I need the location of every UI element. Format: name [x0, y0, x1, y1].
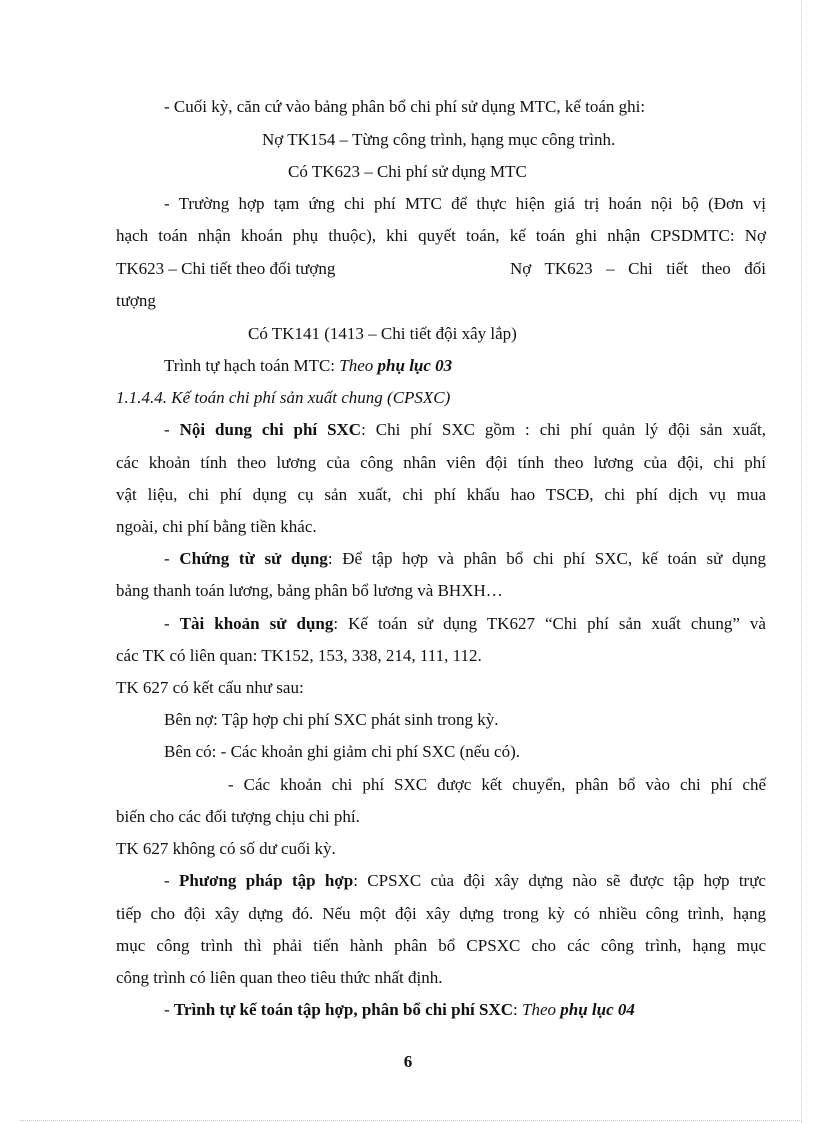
text-span: : Kế toán sử dụng TK627 “Chi phí sản xuất chung” và: [333, 614, 766, 633]
term-bold: Nội dung chi phí SXC: [179, 420, 362, 439]
appendix-ref: phụ lục 04: [560, 1000, 635, 1019]
text-span: : Chi phí SXC gồm : chi phí quản lý đội sản xuất,: [361, 420, 766, 439]
text-span: :: [513, 1000, 523, 1019]
text-line: [164, 999, 766, 1021]
text-line: hạch toán nhận khoán phụ thuộc), khi quyết toán, kế toán ghi nhận CPSDMTC: Nợ: [116, 226, 766, 245]
text-line: [164, 419, 766, 441]
term-bold: Trình tự kế toán tập hợp, phân bổ chi phí SXC: [173, 1000, 514, 1019]
text-line: - Các khoản chi phí SXC được kết chuyển, phân bổ vào chi phí chế: [228, 775, 766, 794]
text-span: -: [164, 871, 179, 890]
text-line: [164, 613, 766, 635]
text-span: -: [164, 614, 180, 633]
text-line: tiếp cho đội xây dựng đó. Nếu một đội xây dựng trong kỳ có nhiều công trình, hạng: [116, 904, 766, 923]
text-line: - Trường hợp tạm ứng chi phí MTC để thực hiện giá trị hoán nội bộ (Đơn vị: [164, 194, 766, 213]
text-line: các khoản tính theo lương của công nhân viên đội tính theo lương của đội, chi phí: [116, 453, 766, 472]
text-line: các TK có liên quan: TK152, 153, 338, 214, 111, 112.: [116, 646, 482, 665]
page-bottom-border: [20, 1120, 802, 1121]
text-line: - Cuối kỳ, căn cứ vào bảng phân bổ chi phí sử dụng MTC, kế toán ghi:: [164, 97, 646, 116]
text-line: Bên có: - Các khoản ghi giảm chi phí SXC (nếu có).: [164, 742, 520, 761]
text-line: tượng: [116, 291, 156, 310]
text-line: Bên nợ: Tập hợp chi phí SXC phát sinh trong kỳ.: [164, 710, 499, 729]
text-line: Nợ TK623 – Chi tiết theo đối: [510, 259, 766, 278]
text-span: -: [164, 1000, 174, 1019]
text-line: [164, 870, 766, 892]
term-bold: Tài khoản sử dụng: [179, 614, 334, 633]
text-line: vật liệu, chi phí dụng cụ sản xuất, chi phí khấu hao TSCĐ, chi phí dịch vụ mua: [116, 485, 766, 504]
page-number: 6: [403, 1052, 413, 1071]
text-line: Có TK141 (1413 – Chi tiết đội xây lắp): [248, 324, 517, 343]
text-line: công trình có liên quan theo tiêu thức nhất định.: [116, 968, 443, 987]
text-line: TK 627 không có số dư cuối kỳ.: [116, 839, 336, 858]
text-span: -: [164, 549, 180, 568]
text-line: [164, 355, 664, 377]
section-heading: 1.1.4.4. Kế toán chi phí sản xuất chung (CPSXC): [116, 388, 451, 407]
text-span: Trình tự hạch toán MTC:: [164, 356, 340, 375]
text-span: : CPSXC của đội xây dựng nào sẽ được tập hợp trực: [353, 871, 766, 890]
term-bold: Phương pháp tập hợp: [179, 871, 354, 890]
text-line: TK623 – Chi tiết theo đối tượng: [116, 259, 336, 278]
text-line: Nợ TK154 – Từng công trình, hạng mục công trình.: [262, 130, 616, 149]
text-span: Theo: [522, 1000, 561, 1019]
page-right-border: [801, 0, 802, 1123]
appendix-ref: phụ lục 03: [377, 356, 453, 375]
text-span: Theo: [339, 356, 378, 375]
text-line: biến cho các đối tượng chịu chi phí.: [116, 807, 360, 826]
text-line: bảng thanh toán lương, bảng phân bổ lương và BHXH…: [116, 581, 503, 600]
text-span: -: [164, 420, 180, 439]
text-span: : Để tập hợp và phân bổ chi phí SXC, kế toán sử dụng: [327, 549, 766, 568]
text-line: [164, 548, 766, 570]
text-line: Có TK623 – Chi phí sử dụng MTC: [288, 162, 527, 181]
term-bold: Chứng từ sử dụng: [179, 549, 328, 568]
text-line: TK 627 có kết cấu như sau:: [116, 678, 304, 697]
text-line: mục công trình thì phải tiến hành phân bổ CPSXC cho các công trình, hạng mục: [116, 936, 766, 955]
text-line: ngoài, chi phí bằng tiền khác.: [116, 517, 317, 536]
